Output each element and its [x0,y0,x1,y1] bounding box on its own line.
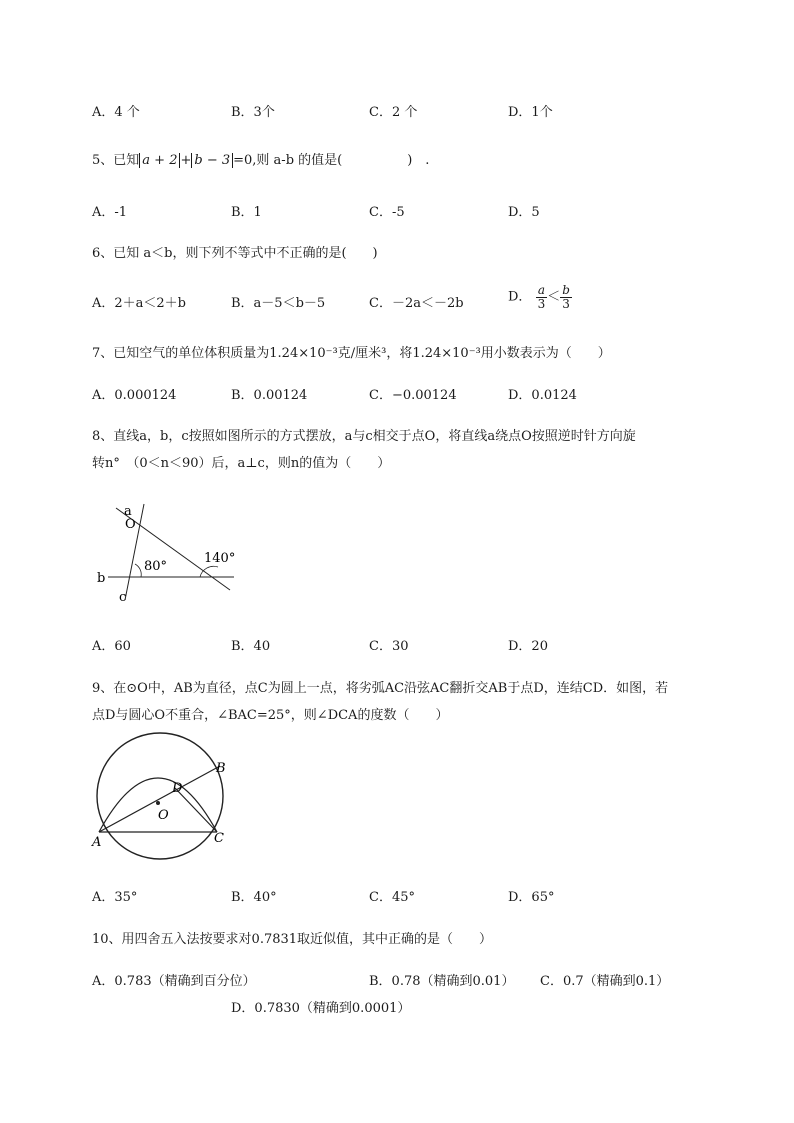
q9-option-b: B．40° [231,890,277,905]
q7-option-d: D．0.0124 [508,388,577,403]
q5-option-a: A．-1 [92,205,128,220]
q5-suffix: =0,则 a-b 的值是( ) . [233,153,430,168]
q6-fraction-b-over-3 [560,284,572,310]
fraction-numerator: b [562,283,570,297]
fraction-numerator: a [536,284,548,298]
fraction-denominator: 3 [562,296,570,311]
q6-option-a: A．2＋a＜2＋b [92,296,187,311]
center-point-o [156,801,160,805]
q7-option-b: B．0.00124 [231,388,308,403]
label-a: a [124,504,132,519]
label-o: O [158,808,169,823]
q8-option-c: C．30 [369,639,409,654]
label-80-degrees: 80° [144,559,168,574]
q5-option-b: B．1 [231,205,262,220]
angle-80-arc [135,564,141,577]
q5-option-c: C．-5 [369,205,405,220]
label-c: c [119,590,127,605]
q7-option-c: C．−0.00124 [369,388,457,403]
q10-option-a: A．0.783（精确到百分位） [92,974,256,989]
q5-abs-2: b − 3 [191,153,233,168]
q5-plus: + [180,153,192,168]
q6-option-d-label: D． [508,289,532,305]
q7-option-a: A．0.000124 [92,388,177,403]
q6-less-than: ＜ [547,289,561,305]
q8-lines-figure [92,500,252,605]
q5-prefix: 5、已知 [92,153,140,168]
q5-stem [92,149,429,168]
q7-stem: 7、已知空气的单位体积质量为1.24×10⁻³克/厘米³，将1.24×10⁻³用小数表示为（ ） [92,346,611,361]
q9-stem-line1: 9、在⊙O中，AB为直径，点C为圆上一点，将劣弧AC沿弦AC翻折交AB于点D，连结CD．如图，若 [92,681,669,696]
q8-option-b: B．40 [231,639,271,654]
q4-option-d: D．1个 [508,105,553,120]
q9-option-a: A．35° [92,890,138,905]
label-a: A [92,835,102,850]
q10-option-b: B．0.78（精确到0.01） [369,974,515,989]
label-o: O [125,517,136,532]
q10-option-c: C．0.7（精确到0.1） [540,974,670,989]
q9-option-d: D．65° [508,890,555,905]
label-d: D [172,781,183,796]
label-b: B [216,761,226,776]
q6-fraction-a-over-3 [536,284,548,310]
q8-stem-line1: 8、直线a，b，c按照如图所示的方式摆放，a与c相交于点O，将直线a绕点O按照逆时针方向旋 [92,429,636,444]
q4-option-c: C．2 个 [369,105,418,120]
q10-stem: 10、用四舍五入法按要求对0.7831取近似值，其中正确的是（ ） [92,932,493,947]
q6-stem: 6、已知 a＜b，则下列不等式中不正确的是( ) [92,246,378,261]
q8-stem-line2: 转n° （0＜n＜90）后，a⊥c，则n的值为（ ） [92,456,391,471]
q4-option-b: B．3个 [231,105,275,120]
q8-option-d: D．20 [508,639,548,654]
q9-option-c: C．45° [369,890,415,905]
label-140-degrees: 140° [204,551,236,566]
q5-option-d: D．5 [508,205,540,220]
q9-stem-line2: 点D与圆心O不重合，∠BAC=25°，则∠DCA的度数（ ） [92,708,449,723]
label-b: b [97,571,106,586]
q6-option-b: B．a－5＜b－5 [231,296,326,311]
q10-option-d: D．0.7830（精确到0.0001） [231,1001,411,1016]
q6-option-d [508,284,572,310]
label-c: C [214,831,224,846]
q8-option-a: A．60 [92,639,131,654]
circle-o [97,733,223,859]
q5-abs-1: a + 2 [139,153,180,168]
q4-option-a: A．4 个 [92,105,140,120]
q9-circle-figure [90,730,240,850]
q6-option-c: C．－2a＜－2b [369,296,464,311]
fraction-denominator: 3 [537,296,546,311]
